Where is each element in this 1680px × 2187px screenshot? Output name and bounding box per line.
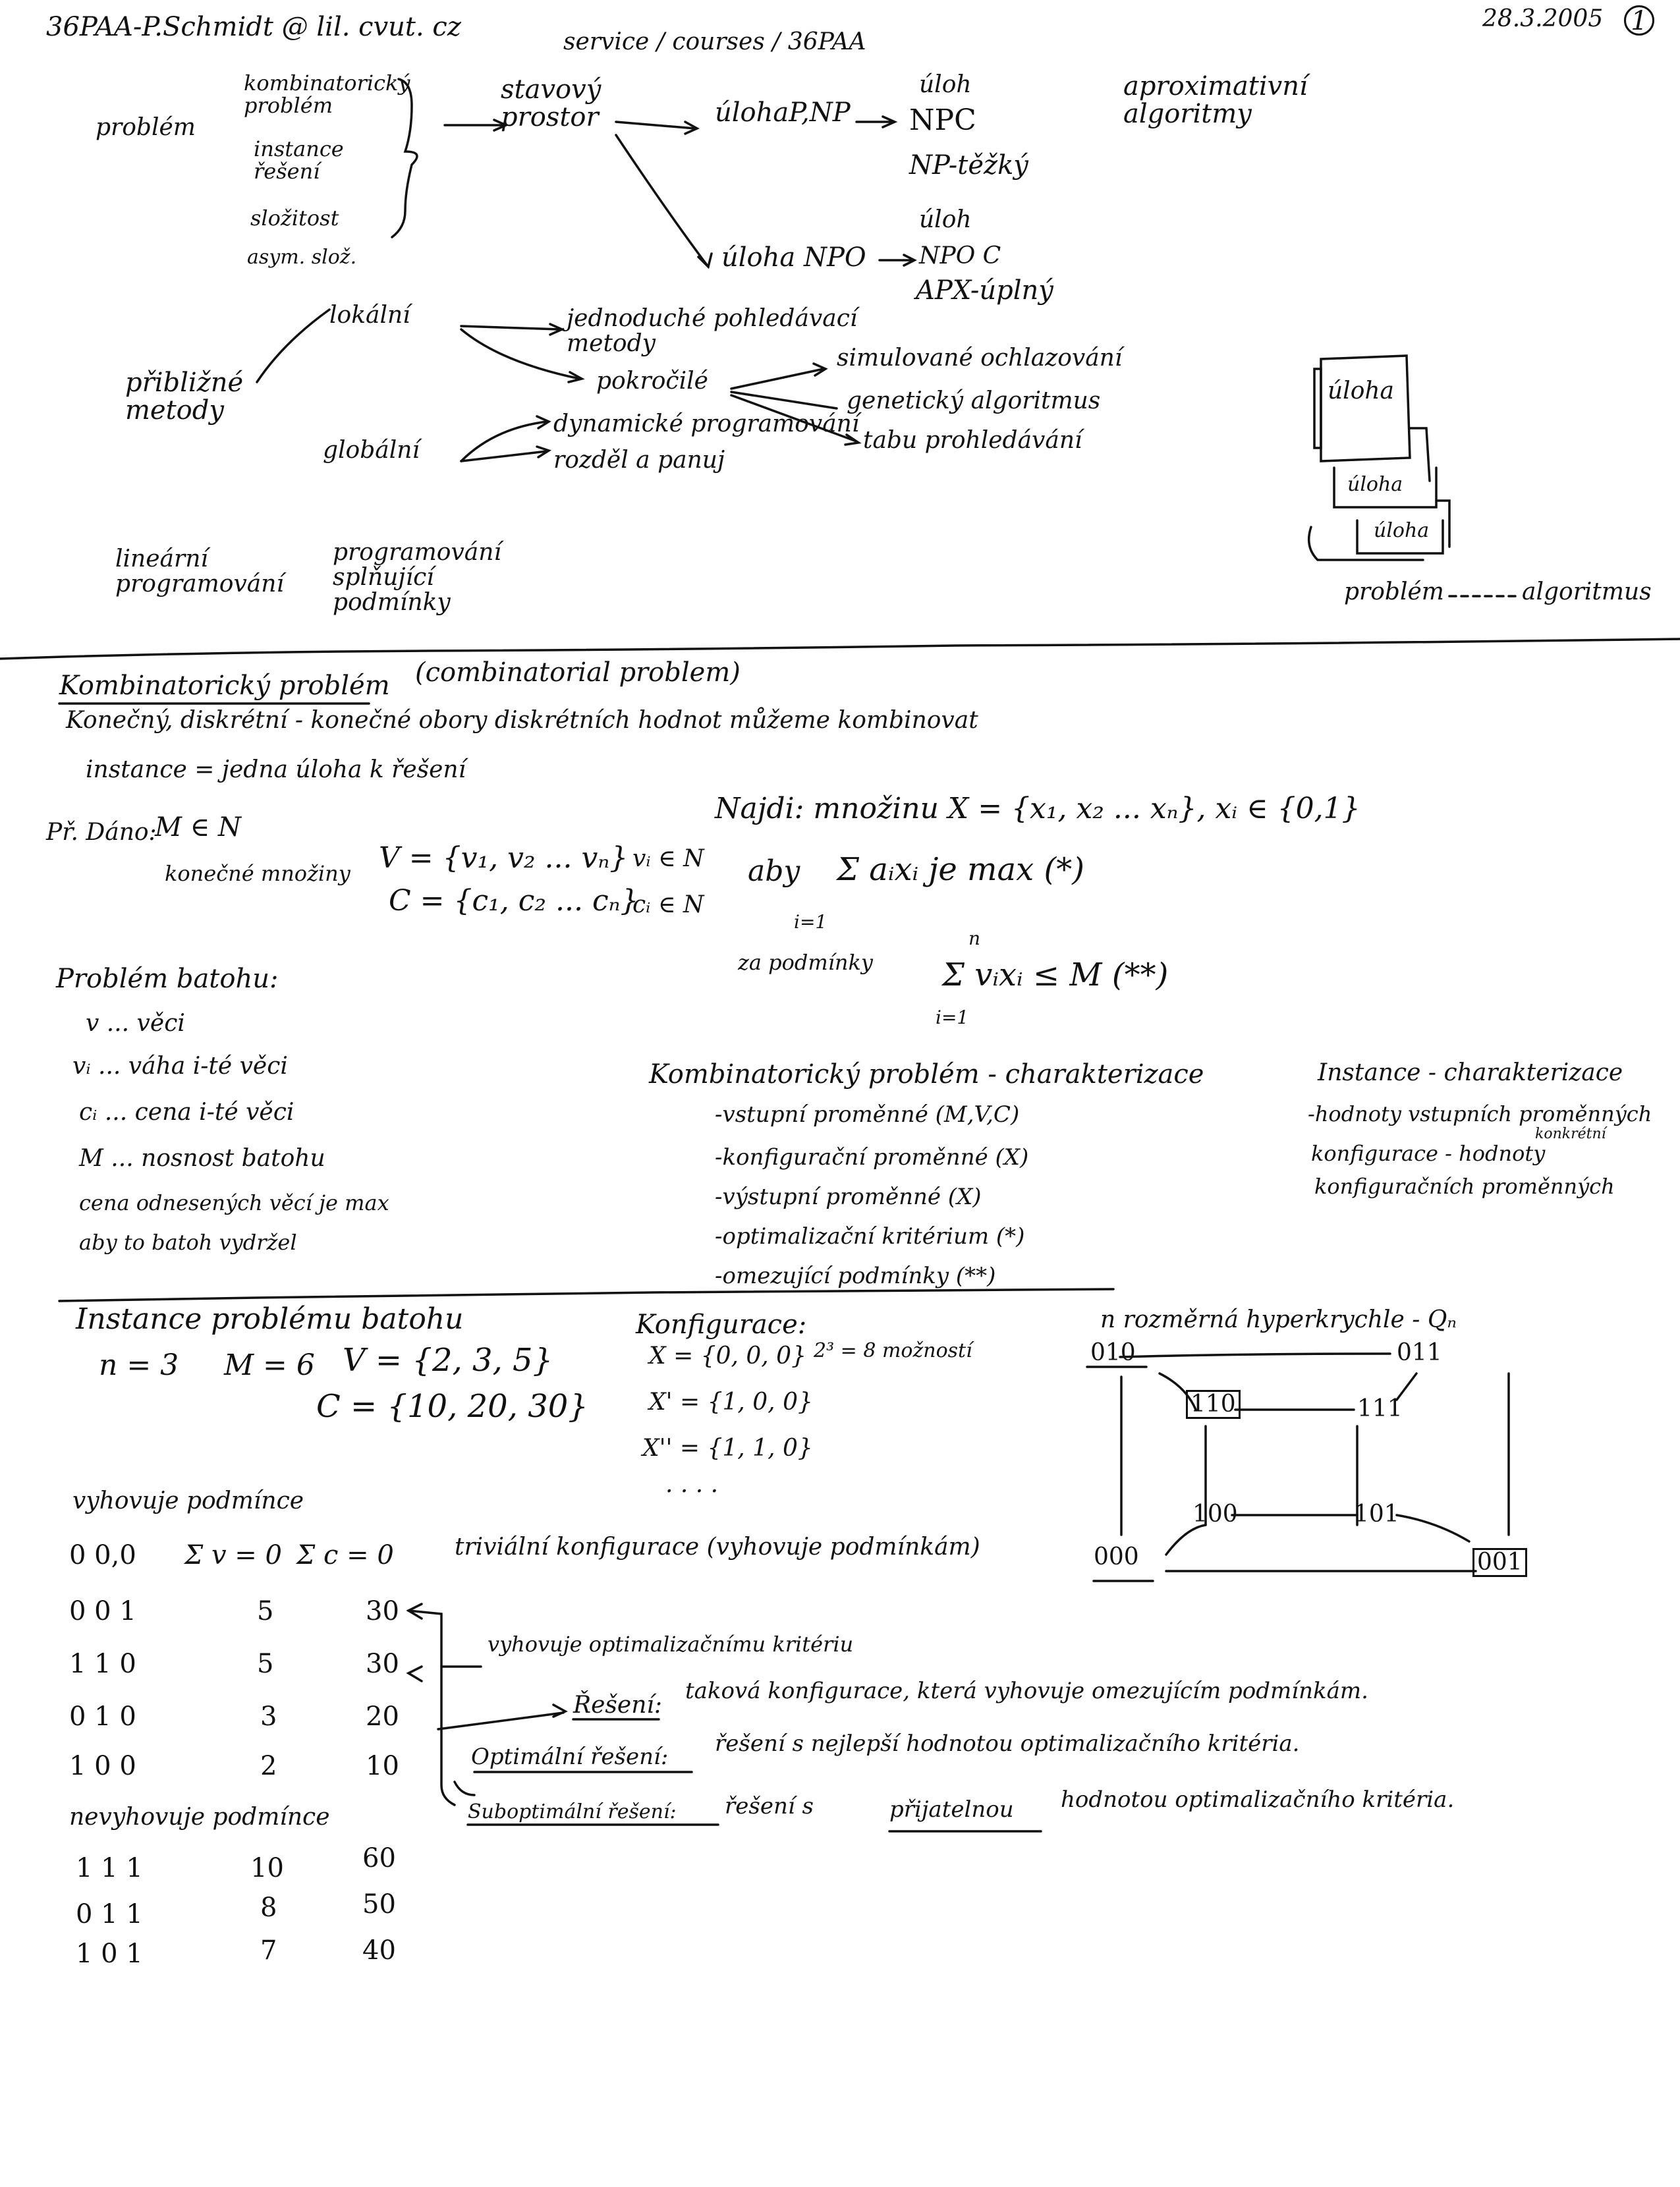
date: 28.3.2005 xyxy=(1482,5,1604,32)
table-row-v: 10 xyxy=(250,1853,284,1883)
sol-subopt-text1: řešení s xyxy=(725,1793,814,1819)
char-item: -vstupní proměnné (M,V,C) xyxy=(715,1101,1020,1128)
conf-x0: X = {0, 0, 0} xyxy=(649,1343,806,1370)
mm-global: globální xyxy=(323,437,420,464)
mm-np-hard: NP-těžký xyxy=(909,150,1028,180)
conf-x2: X'' = {1, 1, 0} xyxy=(642,1435,813,1462)
inst-char-line2: konfigurace - hodnoty xyxy=(1311,1141,1546,1166)
page-number: 1 xyxy=(1624,5,1654,36)
conf-title: Konfigurace: xyxy=(636,1310,807,1340)
table-row-config: 1 1 1 xyxy=(76,1853,143,1883)
char-item: -optimalizační kritérium (*) xyxy=(715,1223,1025,1250)
table-row-v: 2 xyxy=(260,1751,277,1781)
mm-npo-title: úloh xyxy=(919,206,972,233)
table-row-config: 1 0 1 xyxy=(76,1939,143,1969)
inst-char-title: Instance - charakterizace xyxy=(1318,1059,1623,1086)
def-title-en: (combinatorial problem) xyxy=(415,657,741,688)
table-row-000: 0 0,0 xyxy=(69,1540,136,1570)
conf-dots: . . . . xyxy=(665,1471,719,1498)
def-pr-label: Př. Dáno: xyxy=(46,819,157,846)
edge-101-001 xyxy=(1397,1515,1469,1541)
def-line2: instance = jedna úloha k řešení xyxy=(86,756,466,783)
table-trivial-note: triviální konfigurace (vyhovuje podmínkám) xyxy=(455,1534,980,1561)
cube-title: n rozměrná hyperkrychle - Qₙ xyxy=(1100,1306,1457,1333)
cube-node-001: 001 xyxy=(1472,1548,1527,1577)
inst-v: V = {2, 3, 5} xyxy=(343,1342,553,1379)
def-sum2: Σ vᵢxᵢ ≤ M (**) xyxy=(942,956,1169,993)
table-trivial-v: Σ v = 0 xyxy=(184,1540,282,1570)
mm-apx: APX-úplný xyxy=(916,275,1053,306)
def-sum1: Σ aᵢxᵢ je max (*) xyxy=(837,851,1084,888)
def-c-set: C = {c₁, c₂ ... cₙ} xyxy=(389,884,639,918)
char-item: -konfigurační proměnné (X) xyxy=(715,1144,1029,1171)
table-row-c: 10 xyxy=(366,1751,399,1781)
table-row-c: 60 xyxy=(362,1843,396,1873)
sol-subopt-text3: hodnotou optimalizačního kritéria. xyxy=(1061,1786,1455,1813)
sol-optimal-text: řešení s nejlepší hodnotou optimalizačního kritéria. xyxy=(715,1730,1300,1757)
knap-line: aby to batoh vydržel xyxy=(79,1230,297,1255)
def-v-cond: vᵢ ∈ N xyxy=(632,845,704,872)
sol-reseni-text: taková konfigurace, která vyhovuje omezujícím podmínkám. xyxy=(685,1678,1368,1704)
side-problem: problém xyxy=(1344,578,1444,605)
mm-kombinatoricky: kombinatorický problém xyxy=(244,70,410,118)
table-row-c: 50 xyxy=(362,1889,396,1920)
def-m-in-n: M ∈ N xyxy=(155,812,241,843)
table-row-v: 7 xyxy=(260,1935,277,1966)
def-title: Kombinatorický problém xyxy=(59,671,390,701)
table-row-c: 20 xyxy=(366,1702,399,1732)
cube-node-111: 111 xyxy=(1357,1395,1403,1422)
inst-c: C = {10, 20, 30} xyxy=(316,1388,588,1425)
mm-npo: úloha NPO xyxy=(721,242,866,273)
char-item: -výstupní proměnné (X) xyxy=(715,1184,982,1210)
table-row-config: 1 1 0 xyxy=(69,1649,136,1679)
side-task-3: úloha xyxy=(1374,519,1430,542)
mm-state-space: stavový prostor xyxy=(501,74,602,132)
table-row-config: 1 0 0 xyxy=(69,1751,136,1781)
side-task-1: úloha xyxy=(1328,377,1395,404)
def-sum1-lower: i=1 xyxy=(794,911,827,933)
mm-npoc: NPO C xyxy=(919,242,1001,269)
table-row-c: 30 xyxy=(366,1596,399,1626)
inst-char-line1: -hodnoty vstupních proměnných xyxy=(1308,1101,1652,1126)
mm-problem: problém xyxy=(96,114,196,141)
mm-constraint: programování splňující podmínky xyxy=(333,539,501,616)
cube-node-100: 100 xyxy=(1192,1501,1238,1528)
conf-x1: X' = {1, 0, 0} xyxy=(649,1389,813,1416)
table-row-v: 5 xyxy=(257,1596,274,1626)
inst-title: Instance problému batohu xyxy=(76,1302,464,1336)
cube-node-110: 110 xyxy=(1186,1390,1241,1419)
course-ref: 36PAA-P.Schmidt @ lil. cvut. cz xyxy=(46,12,461,42)
brace-right xyxy=(392,79,417,237)
mm-npc-title: úloh xyxy=(919,71,972,98)
course-path: service / courses / 36PAA xyxy=(563,28,866,55)
mm-dynamic: dynamické programování xyxy=(553,410,860,437)
edge-000-100 xyxy=(1166,1525,1206,1555)
table-row-config: 0 0 1 xyxy=(69,1596,136,1626)
knap-line: vᵢ ... váha i-té věci xyxy=(72,1053,288,1080)
def-sum2-lower: i=1 xyxy=(936,1007,969,1028)
char-title: Kombinatorický problém - charakterizace xyxy=(649,1059,1204,1090)
mm-simple-search: jednoduché pohledávací metody xyxy=(567,305,858,357)
mm-slozitost: složitost xyxy=(250,206,339,231)
knap-line: M ... nosnost batohu xyxy=(79,1145,325,1172)
table-ok-title: vyhovuje podmínce xyxy=(72,1487,304,1514)
sol-subopt-text2: přijatelnou xyxy=(889,1796,1014,1823)
knap-line: v ... věci xyxy=(86,1010,185,1037)
mm-instance: instance řešení xyxy=(254,136,344,184)
mm-asym: asym. slož. xyxy=(247,246,357,269)
side-task-2: úloha xyxy=(1347,473,1403,496)
edge-010-011 xyxy=(1120,1354,1390,1357)
def-finite-sets: konečné množiny xyxy=(165,861,350,886)
knap-title: Problém batohu: xyxy=(56,964,279,994)
inst-m: M = 6 xyxy=(224,1348,315,1382)
table-row-v: 5 xyxy=(257,1649,274,1679)
mm-npc: NPC xyxy=(909,103,976,137)
mm-divide: rozděl a panuj xyxy=(553,447,725,474)
mm-approx-methods: přibližné metody xyxy=(125,368,244,426)
side-algorithm: algoritmus xyxy=(1522,578,1652,605)
def-c-cond: cᵢ ∈ N xyxy=(632,891,704,918)
mm-approx: aproximativní algoritmy xyxy=(1123,71,1308,129)
inst-char-super: konkrétní xyxy=(1535,1126,1606,1142)
mm-tabu: tabu prohledávání xyxy=(863,427,1082,454)
inst-n: n = 3 xyxy=(99,1348,179,1382)
table-row-config: 0 1 0 xyxy=(69,1702,136,1732)
cube-node-101: 101 xyxy=(1354,1501,1399,1528)
cube-node-000: 000 xyxy=(1094,1543,1139,1570)
mm-genetic: genetický algoritmus xyxy=(847,387,1101,414)
sol-opt-crit: vyhovuje optimalizačnímu kritériu xyxy=(488,1632,854,1657)
def-line1: Konečný, diskrétní - konečné obory diskrétních hodnot můžeme kombinovat xyxy=(66,707,978,734)
def-v-set: V = {v₁, v₂ ... vₙ} xyxy=(379,841,629,875)
table-row-c: 30 xyxy=(366,1649,399,1679)
def-find: Najdi: množinu X = {x₁, x₂ ... xₙ}, xᵢ ∈ {0,1} xyxy=(715,792,1360,825)
table-row-v: 3 xyxy=(260,1702,277,1732)
table-trivial-c: Σ c = 0 xyxy=(296,1540,394,1570)
table-row-c: 40 xyxy=(362,1935,396,1966)
sol-optimal-label: Optimální řešení: xyxy=(471,1744,669,1770)
mm-simulated: simulované ochlazování xyxy=(837,345,1123,372)
table-row-v: 8 xyxy=(260,1893,277,1923)
mm-advanced: pokročilé xyxy=(596,368,708,395)
cube-node-010: 010 xyxy=(1090,1339,1136,1366)
knap-line: cena odnesených věcí je max xyxy=(79,1190,389,1215)
mm-linear: lineární programování xyxy=(115,545,284,597)
mm-pnp: úlohaP,NP xyxy=(715,97,851,128)
cube-node-011: 011 xyxy=(1397,1339,1442,1366)
table-row-config: 0 1 1 xyxy=(76,1899,143,1929)
mm-local: lokální xyxy=(329,302,410,329)
char-item: -omezující podmínky (**) xyxy=(715,1263,996,1289)
conf-count: 2³ = 8 možností xyxy=(814,1339,972,1362)
table-bad-title: nevyhovuje podmínce xyxy=(69,1804,330,1831)
inst-char-line3: konfiguračních proměnných xyxy=(1314,1174,1615,1199)
def-so-that: aby xyxy=(748,854,800,888)
knap-line: cᵢ ... cena i-té věci xyxy=(79,1099,294,1126)
def-sum2-upper: n xyxy=(968,927,981,949)
def-under-cond: za podmínky xyxy=(738,950,873,975)
sol-reseni-label: Řešení: xyxy=(573,1692,663,1719)
sol-subopt-label: Suboptimální řešení: xyxy=(468,1800,677,1823)
